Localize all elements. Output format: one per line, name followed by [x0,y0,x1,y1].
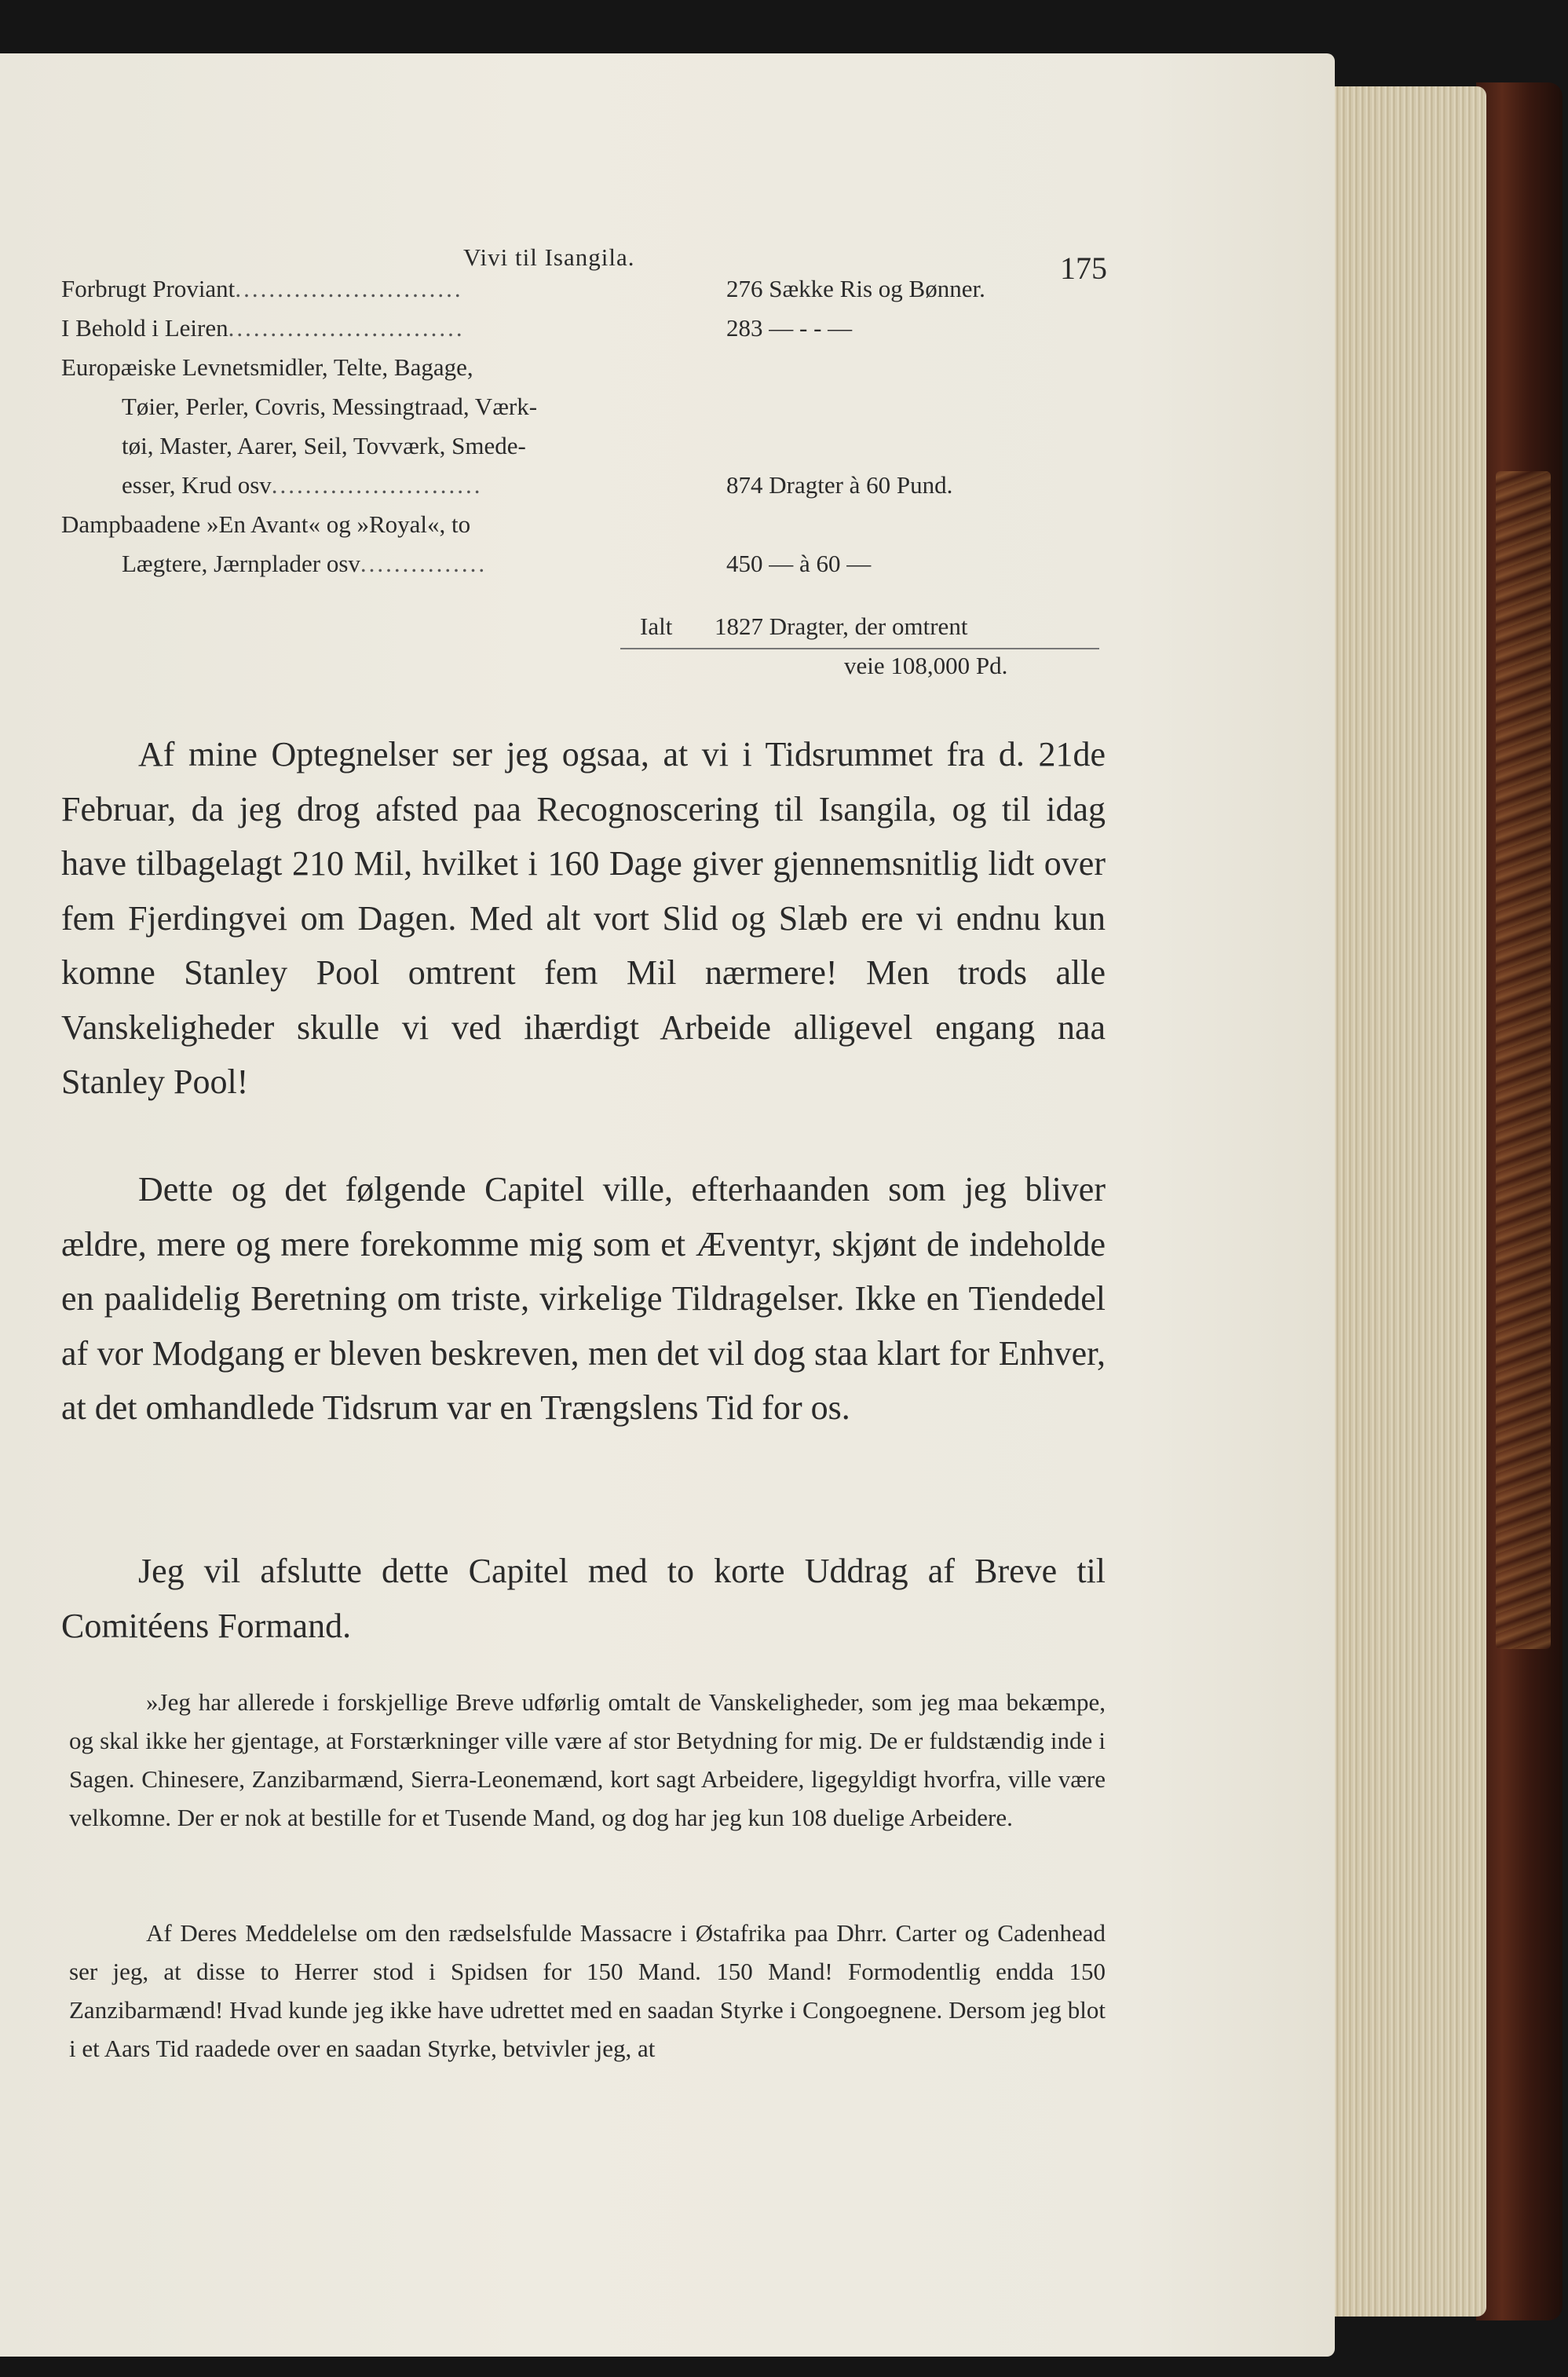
inventory-row [122,471,483,499]
inventory-label: Europæiske Levnetsmidler, Telte, Bagage, [61,353,473,381]
page-edges [1333,86,1486,2317]
cover-marbling [1496,471,1551,1649]
inventory-label: Forbrugt Proviant [61,275,236,302]
inventory-value: 276 Sække Ris og Bønner. [726,275,985,302]
inventory-label: tøi, Master, Aarer, Seil, Tovværk, Smede- [122,432,526,459]
dot-leader: ............................ [228,314,465,342]
inventory-row [61,314,465,342]
inventory-label: Lægtere, Jærnplader osv [122,550,360,577]
body-paragraph: Af mine Optegnelser ser jeg ogsaa, at vi i Tidsrummet fra d. 21de Februar, da jeg drog afsted paa Recognoscering til Isangila, og til idag have tilbagelagt 210 Mil, hvilket i 160 Dage giver gjennemsnitlig lidt over fem Fjerdingvei om Dagen. Med alt vort Slid og Slæb ere vi endnu kun komne Stanley Pool omtrent fem Mil nærmere! Men trods alle Vanskeligheder skulle vi ved ihærdigt Arbeide alligevel engang naa Stanley Pool! [61,735,1106,1101]
page-number: 175 [1060,250,1107,286]
book-page [0,53,1335,2357]
body-paragraph: Dette og det følgende Capitel ville, efterhaanden som jeg bliver ældre, mere og mere forekomme mig som et Æventyr, skjønt de indeholde en paalidelig Beretning om triste, virkelige Tildragelser. Ikke en Tiendedel af vor Modgang er bleven beskreven, men det vil dog staa klart for Enhver, at det omhandlede Tidsrum var en Trængslens Tid for os. [61,1170,1106,1427]
inventory-value: 450 — à 60 — [726,550,872,577]
inventory-label: Tøier, Perler, Covris, Messingtraad, Værk- [122,393,538,420]
inventory-value: 283 — - - — [726,314,853,342]
inventory-row [61,275,463,303]
total-weight: veie 108,000 Pd. [844,652,1008,679]
body-paragraph: Jeg vil afslutte dette Capitel med to korte Uddrag af Breve til Comitéens Formand. [61,1552,1106,1645]
dot-leader: ............... [360,550,488,577]
inventory-value: 874 Dragter à 60 Pund. [726,471,953,499]
inventory-row [122,550,487,578]
running-head: Vivi til Isangila. [463,243,635,271]
inventory-label: I Behold i Leiren [61,314,228,342]
total-value: 1827 Dragter, der omtrent [715,613,968,640]
inventory-label: esser, Krud osv [122,471,272,499]
quoted-letter-paragraph: »Jeg har allerede i forskjellige Breve udførlig omtalt de Vanskeligheder, som jeg maa bekæmpe, og skal ikke her gjentage, at Forstærkninger ville være af stor Betydning for mig. De er fuldstændig inde i Sagen. Chinesere, Zanzibarmænd, Sierra-Leonemænd, kort sagt Arbeidere, ligegyldigt hvorfra, ville være velkomne. Der er nok at bestille for et Tusende Mand, og dog har jeg kun 108 duelige Arbeidere. [69,1688,1106,1831]
sum-rule [620,648,1099,649]
quoted-letter-paragraph: Af Deres Meddelelse om den rædselsfulde Massacre i Østafrika paa Dhrr. Carter og Cadenhead ser jeg, at disse to Herrer stod i Spidsen for 150 Mand. 150 Mand! Formodentlig endda 150 Zanzibarmænd! Hvad kunde jeg ikke have udrettet med en saadan Styrke i Congoegnene. Dersom jeg blot i et Aars Tid raadede over en saadan Styrke, betvivler jeg, at [69,1919,1106,2062]
inventory-label: Dampbaadene »En Avant« og »Royal«, to [61,510,471,538]
dot-leader: ........................... [235,275,463,302]
dot-leader: ......................... [271,471,483,499]
total-label: Ialt [640,613,673,640]
